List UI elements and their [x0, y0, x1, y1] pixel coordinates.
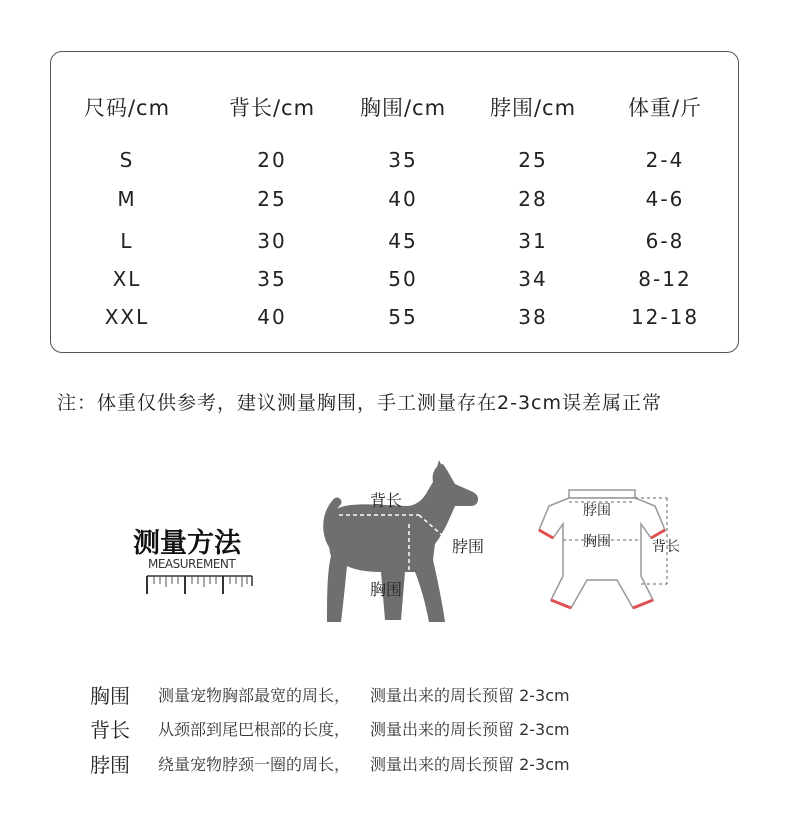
table-cell: 50 [388, 267, 418, 291]
table-cell: 28 [518, 187, 548, 211]
table-cell: 25 [518, 148, 548, 172]
shirt-chest-label: 胸围 [583, 534, 611, 550]
table-cell: 6-8 [645, 229, 685, 253]
method-title: 测量方法 [133, 528, 241, 559]
desc-row-chest [90, 680, 570, 709]
table-cell: L [120, 229, 134, 253]
table-cell: 55 [388, 305, 418, 329]
table-cell: 38 [518, 305, 548, 329]
table-cell: XL [112, 267, 142, 291]
dog-neck-label: 脖围 [452, 537, 485, 556]
desc-term: 脖围 [90, 753, 130, 777]
header-weight: 体重/斤 [627, 96, 703, 120]
desc-row-back [90, 714, 570, 743]
table-cell: 35 [257, 267, 287, 291]
table-cell: XXL [104, 305, 150, 329]
desc-extra: 测量出来的周长预留 2-3cm [370, 755, 570, 774]
table-cell: 35 [388, 148, 418, 172]
desc-term: 背长 [90, 718, 130, 742]
table-cell: 12-18 [630, 305, 700, 329]
table-cell: 20 [257, 148, 287, 172]
table-cell: 45 [388, 229, 418, 253]
desc-text: 绕量宠物脖颈一圈的周长， [158, 755, 351, 774]
table-cell: 4-6 [645, 187, 685, 211]
table-cell: 8-12 [638, 267, 692, 291]
desc-text: 测量宠物胸部最宽的周长， [158, 686, 351, 705]
size-note: 注：体重仅供参考，建议测量胸围，手工测量存在2-3cm误差属正常 [57, 392, 662, 414]
table-cell: M [117, 187, 137, 211]
desc-extra: 测量出来的周长预留 2-3cm [370, 720, 570, 739]
dog-chest-label: 胸围 [370, 580, 403, 599]
method-subtitle: MEASUREMENT [148, 557, 236, 571]
desc-row-neck [90, 749, 570, 778]
dog-back-label: 背长 [370, 491, 403, 510]
desc-extra: 测量出来的周长预留 2-3cm [370, 686, 570, 705]
header-neck: 脖围/cm [489, 96, 577, 120]
table-cell: 25 [257, 187, 287, 211]
table-cell: 31 [518, 229, 548, 253]
table-cell: 34 [518, 267, 548, 291]
table-cell: 30 [257, 229, 287, 253]
table-cell: 40 [388, 187, 418, 211]
ruler-icon [146, 570, 254, 598]
size-table [50, 51, 739, 353]
table-cell: S [119, 148, 135, 172]
header-chest: 胸围/cm [359, 96, 447, 120]
desc-text: 从颈部到尾巴根部的长度， [158, 720, 351, 739]
desc-term: 胸围 [90, 684, 130, 708]
shirt-back-label: 背长 [652, 539, 680, 555]
header-back-length: 背长/cm [228, 96, 316, 120]
table-cell: 40 [257, 305, 287, 329]
shirt-neck-label: 脖围 [583, 503, 611, 519]
header-size: 尺码/cm [83, 96, 171, 120]
table-cell: 2-4 [645, 148, 685, 172]
